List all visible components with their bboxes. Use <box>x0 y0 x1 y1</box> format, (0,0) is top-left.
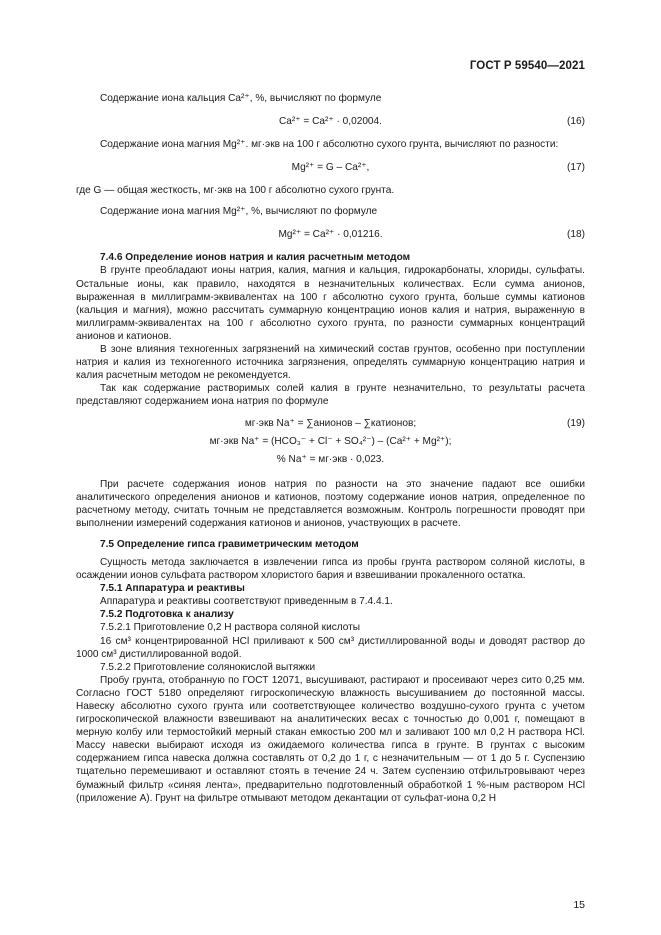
paragraph-sample-procedure: Пробу грунта, отобранную по ГОСТ 12071, высушивают, растирают и просеивают через сито 0,25 мм. Согласно ГОСТ 5180 определяют гигроскопическую влажность высушиванием до постоянной массы. Навеску абсолютно сухого грунта или соответствующее количество воздушно-сухого грунта с учетом гигроскопической влажности взвешивают на аналитических весах с точностью до 0,001 г, помещают в мерную колбу или термостойкий мерный стакан емкостью 200 мл и заливают 100 мл 0,2 Н раствора HCl. Массу навески выбирают исходя из ожидаемого количества гипса в грунте. В грунтах с высоким содержанием гипса навеска должна составлять от 0,2 до 1 г, с незначительным — от 1 до 5 г. Суспензию тщательно перемешивают и оставляют стоять в течение 24 ч. Затем суспензию отфильтровывают через бумажный фильтр «синяя лента», предварительно подготовленный обработкой 1 %-ным раствором HCl (приложение А). Грунт на фильтре отмывают методом декантации от сульфат-иона 0,2 Н <box>76 674 585 804</box>
page-content <box>76 88 585 805</box>
formula-18 <box>76 228 585 241</box>
paragraph-where-g: где G — общая жесткость, мг·экв на 100 г абсолютно сухого грунта. <box>76 185 395 197</box>
paragraph-magnesium-mgeq: Содержание иона магния Mg²⁺. мг·экв на 100 г абсолютно сухого грунта, вычисляют по разности: <box>100 139 559 151</box>
formula-19-number: (19) <box>567 417 585 429</box>
heading-7-5: 7.5 Определение гипса гравиметрическим методом <box>100 538 359 550</box>
heading-7-5-2: 7.5.2 Подготовка к анализу <box>100 609 234 621</box>
paragraph-method-essence: Сущность метода заключается в извлечении гипса из пробы грунта раствором соляной кислоты, в осаждении ионов сульфата раствором хлористого бария и взвешивании прокаленного остатка. <box>76 556 585 582</box>
paragraph-calcium-percent: Содержание иона кальция Ca²⁺, %, вычисляют по формуле <box>100 93 382 104</box>
formula-19c-expr: % Na⁺ = мг·экв · 0,023. <box>276 453 385 465</box>
formula-19b <box>76 435 585 448</box>
formula-17-number: (17) <box>567 162 585 174</box>
formula-19c <box>76 453 585 466</box>
formula-16 <box>76 115 585 128</box>
standard-code: ГОСТ Р 59540—2021 <box>469 60 585 72</box>
heading-7-5-1: 7.5.1 Аппаратура и реактивы <box>100 583 245 595</box>
formula-18-expr: Mg²⁺ = Ca²⁺ · 0,01216. <box>278 229 383 241</box>
paragraph-7-5-2-2: 7.5.2.2 Приготовление солянокислой вытяжки <box>100 661 316 673</box>
formula-16-expr: Ca²⁺ = Ca²⁺ · 0,02004. <box>279 116 382 128</box>
paragraph-potassium-salts: Так как содержание растворимых солей калия в грунте незначительно, то результаты расчета представляют содержанием иона натрия по формуле <box>76 383 585 408</box>
paragraph-ions-predominant: В грунте преобладают ионы натрия, калия, магния и кальция, гидрокарбонаты, хлориды, сульфаты. Остальные ионы, как правило, находятся в незначительных количествах. Если сумма анионов, выраженная в миллиграмм-эквивалентах на 100 г абсолютно сухого грунта, больше суммы катионов (кальция и магния), можно рассчитать суммарную концентрацию ионов калия и натрия, выраженную в миллиграмм-эквивалентах на 100 г абсолютно сухого грунта, по разности суммарных концентраций анионов и катионов. <box>76 265 585 342</box>
paragraph-7-5-2-1: 7.5.2.1 Приготовление 0,2 Н раствора соляной кислоты <box>100 622 361 634</box>
heading-7-4-6: 7.4.6 Определение ионов натрия и калия расчетным методом <box>100 252 411 264</box>
page-number: 15 <box>573 899 585 911</box>
paragraph-hcl-prep: 16 см³ концентрированной HCl приливают к 500 см³ дистиллированной воды и доводят раствор до 1000 см³ дистиллированной водой. <box>76 635 585 660</box>
formula-19b-expr: мг·экв Na⁺ = (HCO₃⁻ + Cl⁻ + SO₄²⁻) – (Ca²⁺ + Mg²⁺); <box>209 435 452 447</box>
formula-17-expr: Mg²⁺ = G – Ca²⁺, <box>291 162 370 174</box>
formula-19a <box>76 417 585 430</box>
formula-17 <box>76 161 585 174</box>
paragraph-technogenic: В зоне влияния техногенных загрязнений на химический состав грунтов, особенно при поступлении натрия и калия из техногенного источника загрязнения, определять суммарную концентрацию натрия и калия расчетным методом не рекомендуется. <box>76 344 585 382</box>
formula-18-number: (18) <box>567 229 585 241</box>
paragraph-magnesium-percent: Содержание иона магния Mg²⁺, %, вычисляют по формуле <box>100 206 378 218</box>
paragraph-sodium-error: При расчете содержания ионов натрия по разности на это значение падают все ошибки аналитического определения анионов и катионов, поэтому содержание ионов натрия, определенное по расчетному методу, считать точным не представляется возможным. Контроль погрешности проводят при выполнении измерений содержания катионов и анионов, участвующих в расчете. <box>76 478 585 529</box>
formula-16-number: (16) <box>567 116 585 128</box>
paragraph-equipment: Аппаратура и реактивы соответствуют приведенным в 7.4.4.1. <box>100 596 393 608</box>
formula-19a-expr: мг·экв Na⁺ = ∑анионов – ∑катионов; <box>244 417 417 429</box>
